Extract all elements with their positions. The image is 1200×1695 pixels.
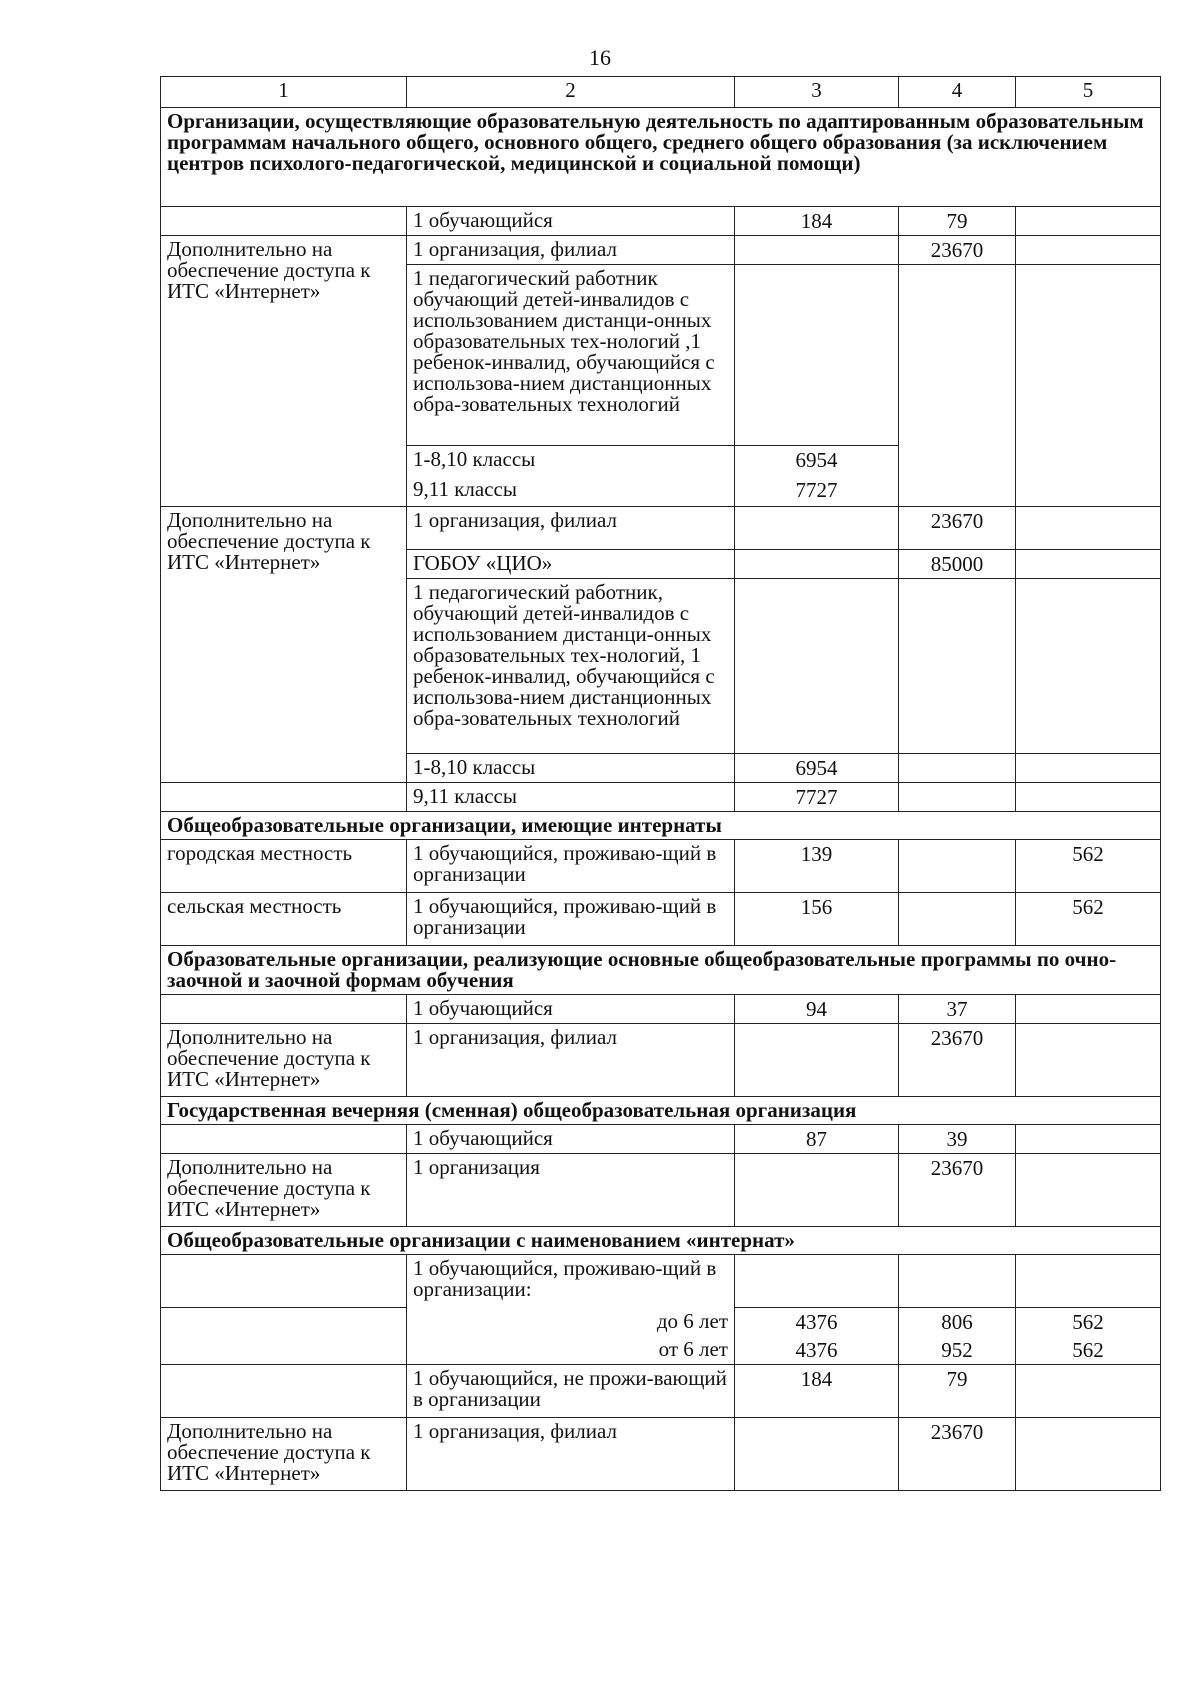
table-row xyxy=(161,840,1161,893)
unit-cell: 1-8,10 классы xyxy=(407,754,735,783)
value-cell: 806 xyxy=(899,1308,1016,1337)
value-cell: 184 xyxy=(735,1365,899,1418)
section-title: Государственная вечерняя (сменная) общеобразовательная организация xyxy=(161,1097,1161,1125)
section-internat xyxy=(161,1227,1161,1255)
table-row xyxy=(161,893,1161,946)
value-cell: 156 xyxy=(735,893,899,946)
value-cell: 952 xyxy=(899,1336,1016,1365)
label-cell: Дополнительно на обеспечение доступа к ИТС «Интернет» xyxy=(161,507,407,783)
value-cell: 7727 xyxy=(735,476,899,507)
value-cell: 39 xyxy=(899,1125,1016,1154)
col-2-header: 2 xyxy=(407,77,735,108)
value-cell: 94 xyxy=(735,995,899,1024)
value-cell: 37 xyxy=(899,995,1016,1024)
table-row xyxy=(161,507,1161,550)
table-row xyxy=(161,1255,1161,1308)
value-cell: 4376 xyxy=(735,1308,899,1337)
label-cell: сельская местность xyxy=(161,893,407,946)
value-cell: 562 xyxy=(1016,1336,1161,1365)
value-cell: 79 xyxy=(899,1365,1016,1418)
table-row xyxy=(161,207,1161,236)
section-adapted-programs xyxy=(161,108,1161,207)
label-cell: городская местность xyxy=(161,840,407,893)
value-cell: 6954 xyxy=(735,754,899,783)
unit-cell: 1 организация, филиал xyxy=(407,236,735,265)
value-cell: 23670 xyxy=(899,1418,1016,1491)
unit-cell: 9,11 классы xyxy=(407,783,735,812)
unit-cell: 9,11 классы xyxy=(407,476,735,507)
value-cell: 184 xyxy=(735,207,899,236)
value-cell: 562 xyxy=(1016,893,1161,946)
unit-cell: 1 обучающийся xyxy=(407,995,735,1024)
unit-cell: 1 организация, филиал xyxy=(407,1024,735,1097)
unit-cell: 1 педагогический работник обучающий детей-инвалидов с использованием дистанци-онных образовательных тех-нологий ,1 ребенок-инвалид, обучающийся с использова-нием дистанционных обра-зовательных технологий xyxy=(407,265,735,446)
label-cell: Дополнительно на обеспечение доступа к ИТС «Интернет» xyxy=(161,1024,407,1097)
table-row xyxy=(161,1154,1161,1227)
table-row xyxy=(161,1024,1161,1097)
section-evening-school xyxy=(161,1097,1161,1125)
unit-cell: 1 обучающийся, проживаю-щий в организации xyxy=(407,893,735,946)
unit-cell: ГОБОУ «ЦИО» xyxy=(407,550,735,579)
unit-cell: 1 обучающийся, проживаю-щий в организации xyxy=(407,840,735,893)
column-number-row xyxy=(161,77,1161,108)
unit-cell: от 6 лет xyxy=(407,1336,735,1365)
value-cell: 6954 xyxy=(735,446,899,477)
col-4-header: 4 xyxy=(899,77,1016,108)
value-cell: 23670 xyxy=(899,236,1016,265)
table-row xyxy=(161,1308,1161,1337)
value-cell: 87 xyxy=(735,1125,899,1154)
value-cell: 85000 xyxy=(899,550,1016,579)
table-row xyxy=(161,995,1161,1024)
section-part-time-programs xyxy=(161,946,1161,995)
unit-cell: 1 обучающийся xyxy=(407,1125,735,1154)
table-row xyxy=(161,783,1161,812)
tariff-table xyxy=(160,76,1161,1491)
col-5-header: 5 xyxy=(1016,77,1161,108)
section-title: Общеобразовательные организации с наименованием «интернат» xyxy=(161,1227,1161,1255)
label-cell: Дополнительно на обеспечение доступа к ИТС «Интернет» xyxy=(161,1154,407,1227)
unit-cell: 1 организация xyxy=(407,1154,735,1227)
unit-cell: 1-8,10 классы xyxy=(407,446,735,477)
unit-cell: 1 обучающийся, не прожи-вающий в организации xyxy=(407,1365,735,1418)
value-cell: 7727 xyxy=(735,783,899,812)
unit-cell: 1 организация, филиал xyxy=(407,507,735,550)
unit-cell: 1 организация, филиал xyxy=(407,1418,735,1491)
value-cell: 23670 xyxy=(899,1024,1016,1097)
table-row xyxy=(161,1418,1161,1491)
col-3-header: 3 xyxy=(735,77,899,108)
table-row xyxy=(161,1365,1161,1418)
unit-cell: до 6 лет xyxy=(407,1308,735,1337)
section-title: Общеобразовательные организации, имеющие интернаты xyxy=(161,812,1161,840)
page-number: 16 xyxy=(589,45,611,70)
value-cell: 562 xyxy=(1016,1308,1161,1337)
value-cell: 23670 xyxy=(899,1154,1016,1227)
table-row xyxy=(161,236,1161,265)
value-cell: 562 xyxy=(1016,840,1161,893)
value-cell: 4376 xyxy=(735,1336,899,1365)
section-boarding-schools xyxy=(161,812,1161,840)
unit-cell: 1 обучающийся, проживаю-щий в организации: xyxy=(407,1255,735,1308)
unit-cell: 1 обучающийся xyxy=(407,207,735,236)
label-cell: Дополнительно на обеспечение доступа к ИТС «Интернет» xyxy=(161,1418,407,1491)
value-cell: 79 xyxy=(899,207,1016,236)
section-title: Образовательные организации, реализующие основные общеобразовательные программы по очно-заочной и заочной формам обучения xyxy=(161,946,1161,995)
value-cell: 139 xyxy=(735,840,899,893)
col-1-header: 1 xyxy=(161,77,407,108)
section-title: Организации, осуществляющие образовательную деятельность по адаптированным образовательным программам начального общего, основного общего, среднего общего образования (за исключением центров психолого-педагогической, медицинской и социальной помощи) xyxy=(161,108,1161,207)
table-row xyxy=(161,1125,1161,1154)
unit-cell: 1 педагогический работник, обучающий детей-инвалидов с использованием дистанци-онных образовательных тех-нологий, 1 ребенок-инвалид, обучающийся с использова-нием дистанционных обра-зовательных технологий xyxy=(407,579,735,754)
label-cell: Дополнительно на обеспечение доступа к ИТС «Интернет» xyxy=(161,236,407,507)
value-cell: 23670 xyxy=(899,507,1016,550)
